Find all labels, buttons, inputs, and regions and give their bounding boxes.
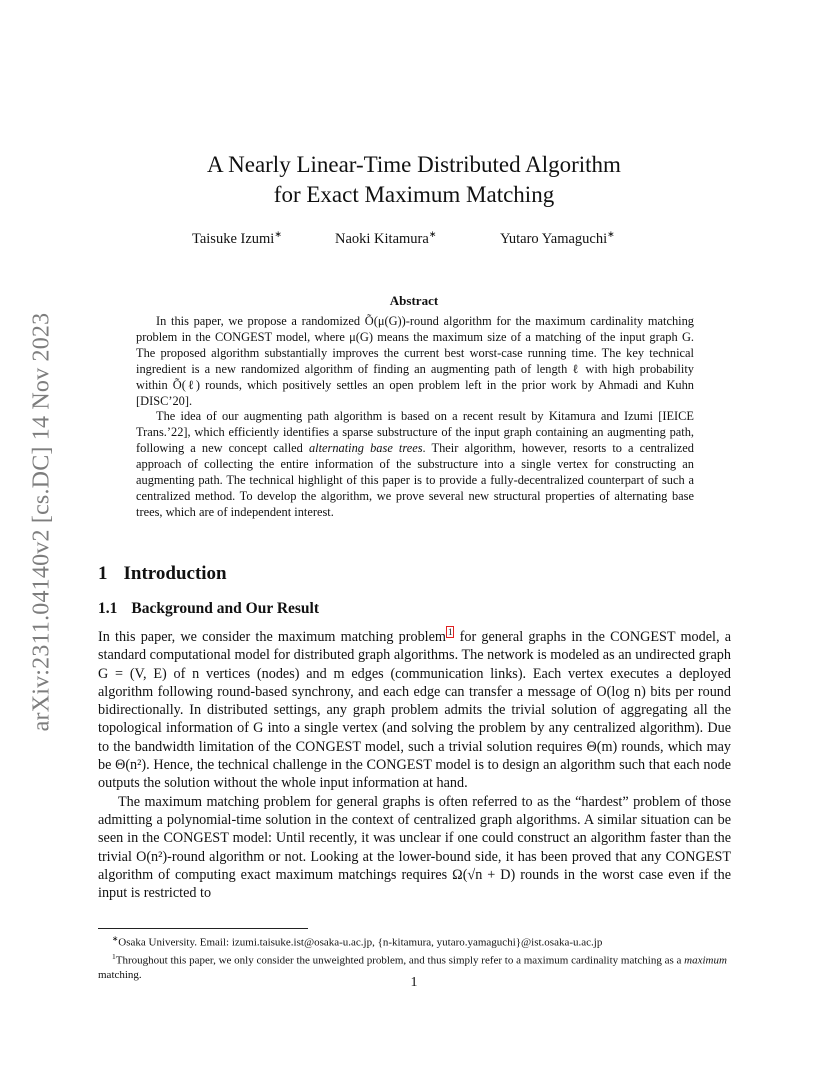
author-3-affiliation-mark: ∗ [607,229,615,239]
abstract-heading: Abstract [389,293,439,308]
subsection-title: Background and Our Result [131,600,320,617]
footnote-1-link[interactable]: 1 [447,627,453,638]
body-p1-text-b: for general graphs in the CONGEST model, a standard computational model for distributed graph algorithms. The network is modeled as an undirected graph G = (V, E) of n vertices (nodes) and m edges (communication links). Each vertex executes a deployed algorithm following round-based synchrony, and each edge can transfer a message of O(log n) bits per round bidirectionally. In distributed settings, any graph problem admits the trivial solution of aggregating all the topological information of G into a single vertex (and solving the problem by any centralized algorithm). Due to the bandwidth limitation of the CONGEST model, such a trivial solution requires Θ(m) rounds, which may be Θ(n²). Hence, the technical challenge in the CONGEST model is to design an algorithm such that each node outputs the solution without the whole input information at hand. [98,629,731,792]
footnote-affiliation [98,932,731,950]
body-paragraph-1 [98,628,731,793]
section-number: 1 [98,563,108,584]
body-paragraph-2: The maximum matching problem for general graphs is often referred to as the “hardest” problem of those admitting a polynomial-time solution in the context of centralized graph algorithms. A similar situation can be seen in the CONGEST model: Until recently, it was unclear if one could construct an algorithm faster than the trivial O(n²)-round algorithm or not. Looking at the lower-bound side, it has been proved that any CONGEST algorithm of computing exact maximum matchings requires Ω(√n + D) rounds in the worst case even if the input is restricted to [98,793,731,902]
abstract-paragraph-1: In this paper, we propose a randomized Õ(μ(G))-round algorithm for the maximum cardinality matching problem in the CONGEST model, where μ(G) means the maximum size of a matching of the input graph G. The proposed algorithm substantially improves the current best worst-case running time. The key technical ingredient is a new randomized algorithm of finding an augmenting path of length ℓ with high probability within Õ(ℓ) rounds, which positively settles an open problem left in the prior work by Ahmadi and Kuhn [DISC’20]. [136,314,694,408]
paper-title [0,150,828,210]
arxiv-identifier-text: arXiv:2311.04140v2 [cs.DC] 14 Nov 2023 [28,312,55,732]
footnote-1-text-b: matching. [98,969,142,982]
author-3 [500,229,615,248]
abstract-paragraph-2 [136,409,694,520]
footnote-1-mark: 1 [112,952,116,962]
author-2 [335,229,436,248]
author-2-affiliation-mark: ∗ [428,229,437,239]
author-list [192,229,642,249]
footnote-1-text-a: Throughout this paper, we only consider the unweighted problem, and thus simply refer to a maximum cardinality matching as a [115,954,685,967]
title-line-1: A Nearly Linear-Time Distributed Algorithm [207,152,621,177]
author-1-name: Taisuke Izumi [192,230,275,247]
author-2-name: Naoki Kitamura [335,230,429,247]
footnote-divider [98,928,308,929]
page-number: 1 [410,975,418,990]
body-text [98,628,731,902]
section-heading [98,563,227,585]
footnote-affiliation-mark: ∗ [112,934,119,943]
author-1-affiliation-mark: ∗ [274,229,282,239]
section-title: Introduction [123,563,227,584]
author-1 [192,229,282,248]
footnote-affiliation-text: Osaka University. Email: izumi.taisuke.ist@osaka-u.ac.jp, {n-kitamura, yutaro.yamaguchi}@ist.osaka-u.ac.jp [118,936,603,949]
body-p1-text-a: In this paper, we consider the maximum matching problem [98,629,446,645]
abstract-p2-emphasis: alternating base trees [308,441,423,456]
abstract-body [136,314,694,521]
arxiv-identifier-stamp [22,282,62,762]
title-line-2: for Exact Maximum Matching [273,182,555,207]
footnote-1-emphasis: maximum [684,954,727,967]
abstract-p2-text-b: . Their algorithm, however, resorts to a centralized approach of collecting the entire information of the substructure into a single vertex for constructing an augmenting path. The technical highlight of this paper is to provide a fully-decentralized counterpart of such a centralized method. To develop the algorithm, we prove several new structural properties of alternating base trees, which are of independent interest. [136,441,694,519]
author-3-name: Yutaro Yamaguchi [500,230,608,247]
subsection-heading [98,600,319,618]
subsection-number: 1.1 [98,600,118,617]
abstract-p2-text-a: The idea of our augmenting path algorithm is based on a recent result by Kitamura and Izumi [IEICE Trans.’22], which efficiently identifies a sparse substructure of the input graph containing an augmenting path, following a new concept called [136,409,694,456]
